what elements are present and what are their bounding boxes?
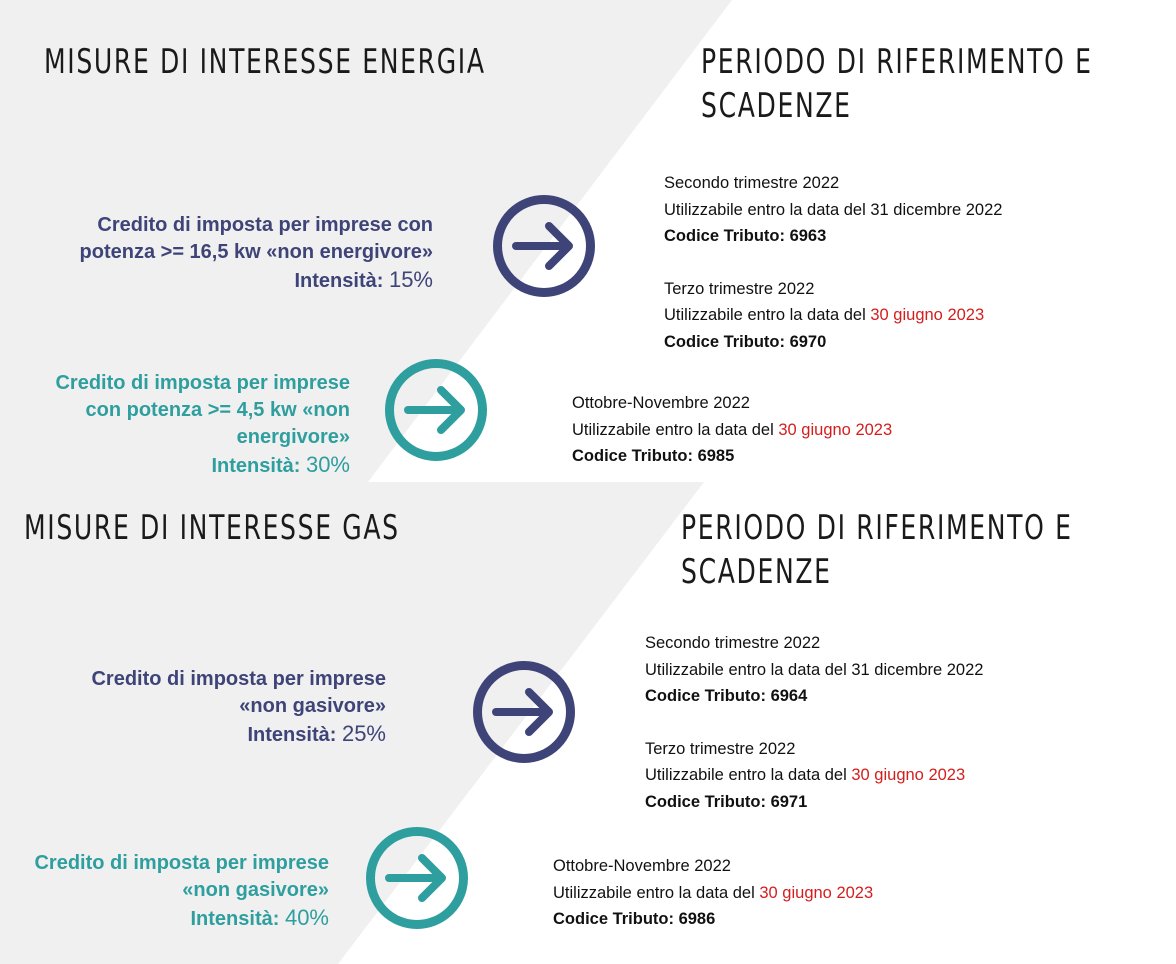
gas-periods-1 [645, 630, 983, 815]
measure-intensity [80, 266, 433, 295]
measure-line: «non gasivore» [182, 879, 329, 901]
deadline-date: 30 giugno 2023 [778, 420, 893, 439]
tax-code: Codice Tributo: 6986 [553, 910, 716, 928]
energy-periods-2 [572, 390, 892, 470]
gas-period-title-line1: PERIODO DI RIFERIMENTO E [681, 508, 1073, 548]
period-label: Terzo trimestre 2022 [645, 739, 796, 758]
deadline-date: 30 giugno 2023 [759, 883, 874, 902]
tax-code: Codice Tributo: 6963 [664, 227, 827, 245]
measure-line: Credito di imposta per imprese con [97, 214, 433, 236]
intensity-value: 15% [388, 267, 433, 292]
intensity-value: 30% [305, 452, 350, 477]
arrow-right-circle-icon [492, 194, 596, 298]
deadline-line: Utilizzabile entro la data del 31 dicembre 2022 [645, 660, 984, 679]
gas-measure-2 [34, 850, 329, 933]
deadline-line: Utilizzabile entro la data del 31 dicembre 2022 [664, 200, 1003, 219]
gas-measures-title: MISURE DI INTERESSE GAS [24, 508, 400, 548]
measure-line: Credito di imposta per imprese [91, 668, 386, 690]
measure-line: energivore» [236, 426, 350, 448]
deadline-date: 31 dicembre 2022 [870, 200, 1003, 219]
period-label: Secondo trimestre 2022 [664, 174, 840, 192]
intensity-label: Intensità: [294, 270, 384, 292]
deadline-date: 30 giugno 2023 [851, 766, 966, 784]
intensity-value: 25% [341, 721, 386, 746]
intensity-value: 40% [284, 905, 329, 930]
energy-periods-1 [664, 170, 1002, 355]
measure-line: «non gasivore» [239, 695, 386, 717]
arrow-right-circle-icon [365, 826, 469, 930]
gas-period-title-line2: SCADENZE [681, 552, 832, 592]
gas-measure-1 [91, 666, 386, 749]
measure-line: Credito di imposta per imprese [34, 852, 329, 874]
intensity-label: Intensità: [247, 724, 337, 746]
deadline-line: Utilizzabile entro la data del 30 giugno 2023 [664, 306, 985, 324]
energy-measures-title: MISURE DI INTERESSE ENERGIA [44, 42, 486, 82]
measure-intensity [91, 720, 386, 749]
tax-code: Codice Tributo: 6970 [664, 332, 827, 351]
period-label: Ottobre-Novembre 2022 [553, 857, 731, 875]
energy-period-title [701, 40, 1093, 128]
deadline-line: Utilizzabile entro la data del 30 giugno 2023 [645, 766, 966, 784]
measure-line: potenza >= 16,5 kw «non energivore» [79, 241, 433, 263]
arrow-right-circle-icon [384, 358, 488, 462]
energy-period-title-line2: SCADENZE [701, 86, 852, 126]
energy-measure-2 [55, 370, 350, 480]
intensity-label: Intensità: [190, 908, 280, 930]
energy-period-title-line1: PERIODO DI RIFERIMENTO E [701, 42, 1093, 82]
tax-code: Codice Tributo: 6964 [645, 687, 808, 705]
deadline-line: Utilizzabile entro la data del 30 giugno 2023 [553, 883, 874, 902]
deadline-date: 31 dicembre 2022 [851, 660, 984, 679]
tax-code: Codice Tributo: 6985 [572, 447, 735, 465]
measure-line: con potenza >= 4,5 kw «non [85, 399, 350, 421]
period-label: Ottobre-Novembre 2022 [572, 394, 750, 412]
gas-periods-2 [553, 853, 873, 933]
measure-line: Credito di imposta per imprese [55, 372, 350, 394]
arrow-right-circle-icon [472, 660, 576, 764]
measure-intensity [55, 451, 350, 480]
period-label: Secondo trimestre 2022 [645, 634, 821, 652]
tax-code: Codice Tributo: 6971 [645, 792, 808, 811]
deadline-date: 30 giugno 2023 [870, 306, 985, 324]
intensity-label: Intensità: [211, 455, 301, 477]
period-label: Terzo trimestre 2022 [664, 279, 815, 298]
gas-period-title [681, 506, 1073, 594]
deadline-line: Utilizzabile entro la data del 30 giugno 2023 [572, 420, 893, 439]
energy-measure-1 [80, 212, 433, 295]
measure-intensity [34, 904, 329, 933]
